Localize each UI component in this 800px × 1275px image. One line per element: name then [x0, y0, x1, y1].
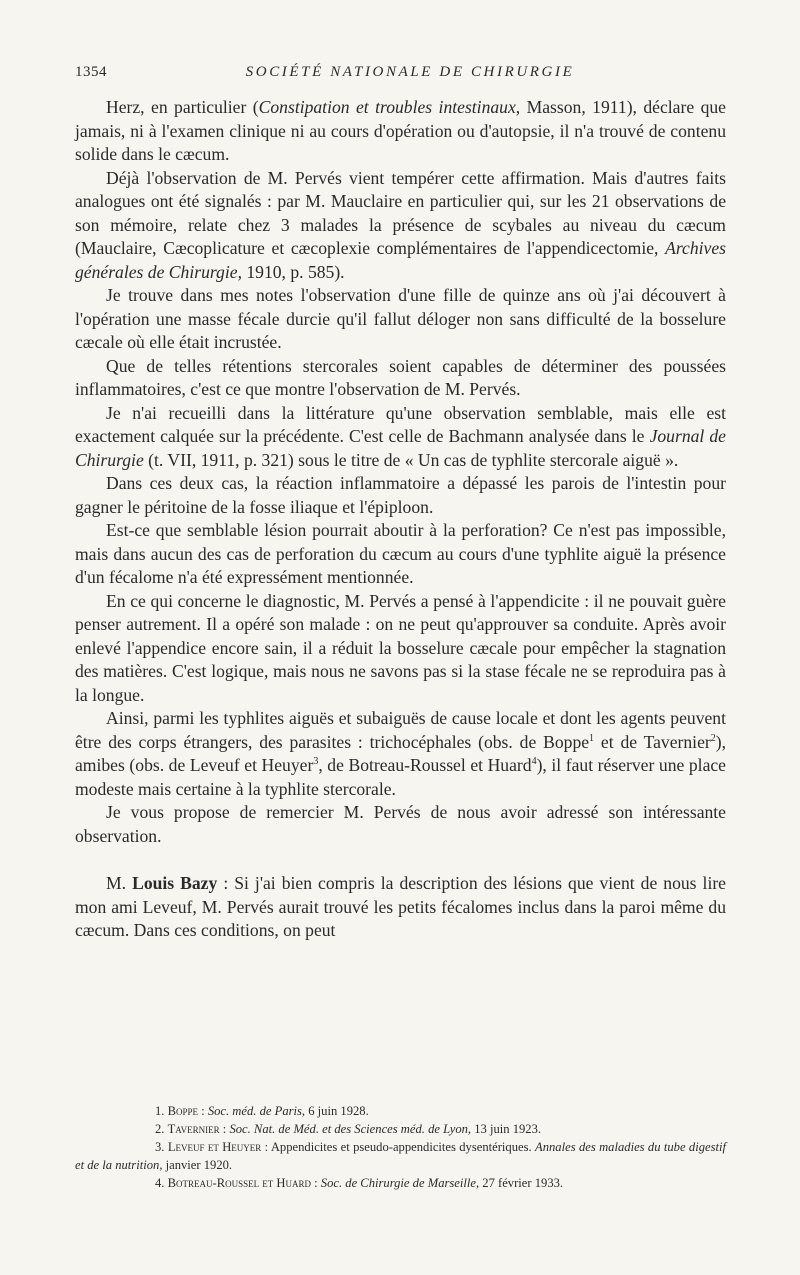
- paragraph-7: Est-ce que semblable lésion pourrait aboutir à la perforation? Ce n'est pas impossible, mais dans aucun des cas de perforation du cæcum au cours d'une typhlite aiguë la présence d'un fécalome n'a été expressément mentionnée.: [75, 520, 726, 587]
- running-head: [75, 64, 725, 84]
- footnote-3: 3. Leveuf et Heuyer : Appendicites et pseudo-appendicites dysentériques. Annales des maladies du tube digestif et de la nutrition, janvier 1920.: [75, 1140, 726, 1172]
- footnote-ref: 2: [710, 732, 716, 744]
- paragraph-9: Ainsi, parmi les typhlites aiguës et subaiguës de cause locale et dont les agents peuvent être des corps étrangers, des parasites : trichocéphales (obs. de Boppe$^1$ et de Tavernier$^2$), amibes (obs. de Leveuf et Heuyer$^3$, de Botreau-Roussel et Huard$^4$), il faut réserver une place modeste mais certaine à la typhlite stercorale.: [75, 708, 726, 799]
- citation-title: Journal de Chirurgie: [75, 426, 726, 470]
- body-text: [75, 96, 726, 943]
- footnote-author: Leveuf et Heuyer: [167, 1140, 262, 1154]
- footnote-2: 2. Tavernier : Soc. Nat. de Méd. et des Sciences méd. de Lyon, 13 juin 1923.: [155, 1122, 542, 1136]
- footnote-1: 1. Boppe : Soc. méd. de Paris, 6 juin 1928.: [155, 1104, 369, 1118]
- footnote-4: 4. Botreau-Roussel et Huard : Soc. de Chirurgie de Marseille, 27 février 1933.: [155, 1176, 564, 1190]
- citation-title: Constipation et troubles intestinaux: [258, 97, 516, 117]
- footnote-ref: 1: [589, 732, 595, 744]
- journal-title: SOCIÉTÉ NATIONALE DE CHIRURGIE: [245, 64, 575, 80]
- paragraph-4: Que de telles rétentions stercorales soient capables de déterminer des poussées inflammatoires, c'est ce que montre l'observation de M. Pervés.: [75, 355, 726, 399]
- paragraph-3: Je trouve dans mes notes l'observation d'une fille de quinze ans où j'ai découvert à l'opération une masse fécale durcie qu'il fallut déloger non sans difficulté de la bosselure cæcale où elle était incrustée.: [75, 285, 726, 352]
- footnote-author: Botreau-Roussel et Huard: [167, 1176, 311, 1190]
- footnote-author: Boppe: [167, 1104, 199, 1118]
- paragraph-11: M. Louis Bazy : Si j'ai bien compris la description des lésions que vient de nous lire mon ami Leveuf, M. Pervés aurait trouvé les petits fécalomes inclus dans la paroi même du cæcum. Dans ces conditions, on peut: [75, 873, 726, 940]
- paragraph-10: Je vous propose de remercier M. Pervés de nous avoir adressé son intéressante observation.: [75, 802, 726, 846]
- paragraph-6: Dans ces deux cas, la réaction inflammatoire a dépassé les parois de l'intestin pour gagner le péritoine de la fosse iliaque et l'épiploon.: [75, 473, 726, 517]
- page-number: 1354: [75, 64, 107, 80]
- footnotes: [75, 1102, 726, 1192]
- paragraph-1: Herz, en particulier (Constipation et troubles intestinaux, Masson, 1911), déclare que jamais, ni à l'examen clinique ni au cours d'opération ou d'autopsie, il n'a trouvé de contenu solide dans le cæcum.: [75, 97, 726, 164]
- speaker-name: Louis Bazy: [132, 873, 218, 893]
- citation-title: Archives générales de Chirurgie: [75, 238, 726, 282]
- footnote-author: Tavernier: [167, 1122, 220, 1136]
- paragraph-5: Je n'ai recueilli dans la littérature qu'une observation semblable, mais elle est exactement calquée sur la précédente. C'est celle de Bachmann analysée dans le Journal de Chirurgie (t. VII, 1911, p. 321) sous le titre de « Un cas de typhlite stercorale aiguë ».: [75, 402, 726, 470]
- paragraph-8: En ce qui concerne le diagnostic, M. Pervés a pensé à l'appendicite : il ne pouvait guère penser autrement. Il a opéré son malade : on ne peut qu'approuver sa conduite. Après avoir enlevé l'appendice encore sain, il a réduit la bosselure cæcale pour empêcher la stagnation des matières. C'est logique, mais nous ne savons pas si la stase fécale ne se reproduira pas à la longue.: [75, 590, 726, 705]
- footnote-ref: 4: [531, 756, 537, 768]
- paragraph-2: Déjà l'observation de M. Pervés vient tempérer cette affirmation. Mais d'autres faits analogues ont été signalés : par M. Mauclaire en particulier qui, sur les 21 observations de son mémoire, relate chez 3 malades la présence de scybales au niveau du cæcum (Mauclaire, Cæcoplicature et cæcoplexie complémentaires de l'appendicectomie, Archives générales de Chirurgie, 1910, p. 585).: [75, 167, 726, 282]
- footnote-ref: 3: [313, 756, 319, 768]
